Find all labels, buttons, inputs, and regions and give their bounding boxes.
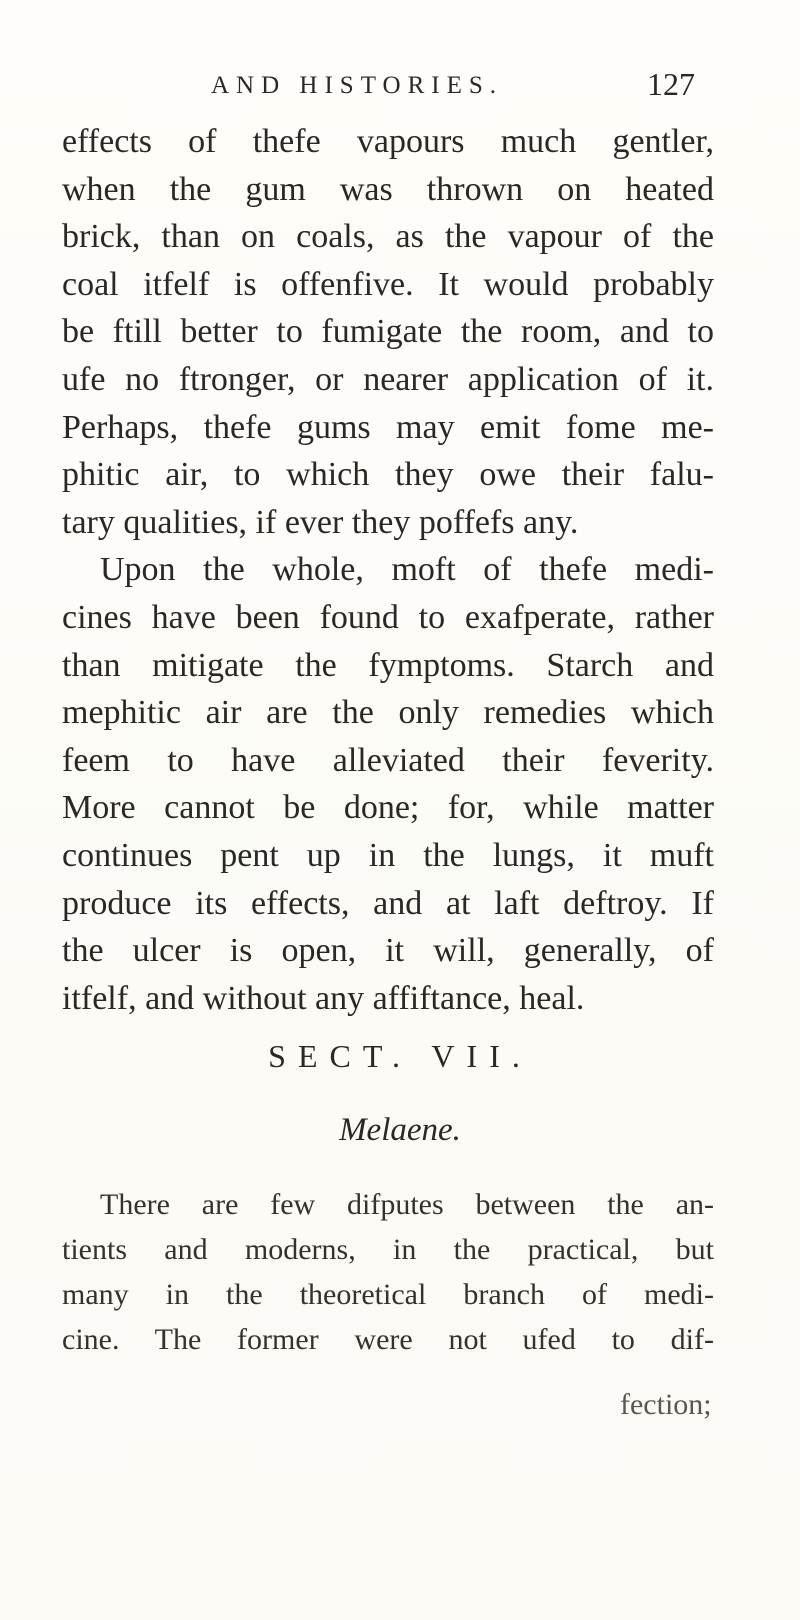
section-heading: SECT. VII.	[268, 1038, 532, 1074]
text-line: itfelf, and without any affiftance, heal.	[62, 979, 585, 1017]
text-line: ufe no ftronger, or nearer application of it.	[62, 360, 714, 398]
text-line: cine. The former were not ufed to dif-	[62, 1323, 714, 1356]
text-line: Upon the whole, moft of thefe medi-	[100, 551, 714, 589]
text-line: cines have been found to exafperate, rather	[62, 598, 714, 636]
text-line: continues pent up in the lungs, it muft	[62, 836, 714, 874]
text-line: tary qualities, if ever they poffefs any.	[62, 503, 579, 541]
text-line: effects of thefe vapours much gentler,	[62, 123, 714, 160]
page-header	[211, 66, 711, 108]
text-line: phitic air, to which they owe their falu-	[62, 456, 714, 494]
text-line: when the gum was thrown on heated	[62, 170, 714, 208]
main-text	[62, 118, 714, 1022]
text-line: More cannot be done; for, while matter	[62, 789, 714, 827]
section-subtitle: Melaene.	[339, 1112, 461, 1148]
text-line: There are few difputes between the an-	[100, 1188, 714, 1221]
text-line: feem to have alleviated their feverity.	[62, 741, 714, 779]
running-head: AND HISTORIES.	[211, 72, 503, 99]
text-line: brick, than on coals, as the vapour of the	[62, 218, 714, 256]
text-line: Perhaps, thefe gums may emit fome me-	[62, 408, 714, 446]
text-line: tients and moderns, in the practical, but	[62, 1233, 714, 1266]
text-line: produce its effects, and at laft deftroy. If	[62, 884, 714, 922]
text-line: many in the theoretical branch of medi-	[62, 1278, 714, 1311]
text-line: mephitic air are the only remedies which	[62, 694, 714, 732]
section-text	[62, 1182, 714, 1362]
text-line: than mitigate the fymptoms. Starch and	[62, 646, 714, 684]
page-number: 127	[647, 66, 695, 102]
catchword: fection;	[620, 1388, 712, 1421]
text-line: be ftill better to fumigate the room, and to	[62, 313, 714, 351]
text-line: coal itfelf is offenfive. It would probably	[62, 265, 714, 303]
text-line: the ulcer is open, it will, generally, of	[62, 932, 714, 970]
